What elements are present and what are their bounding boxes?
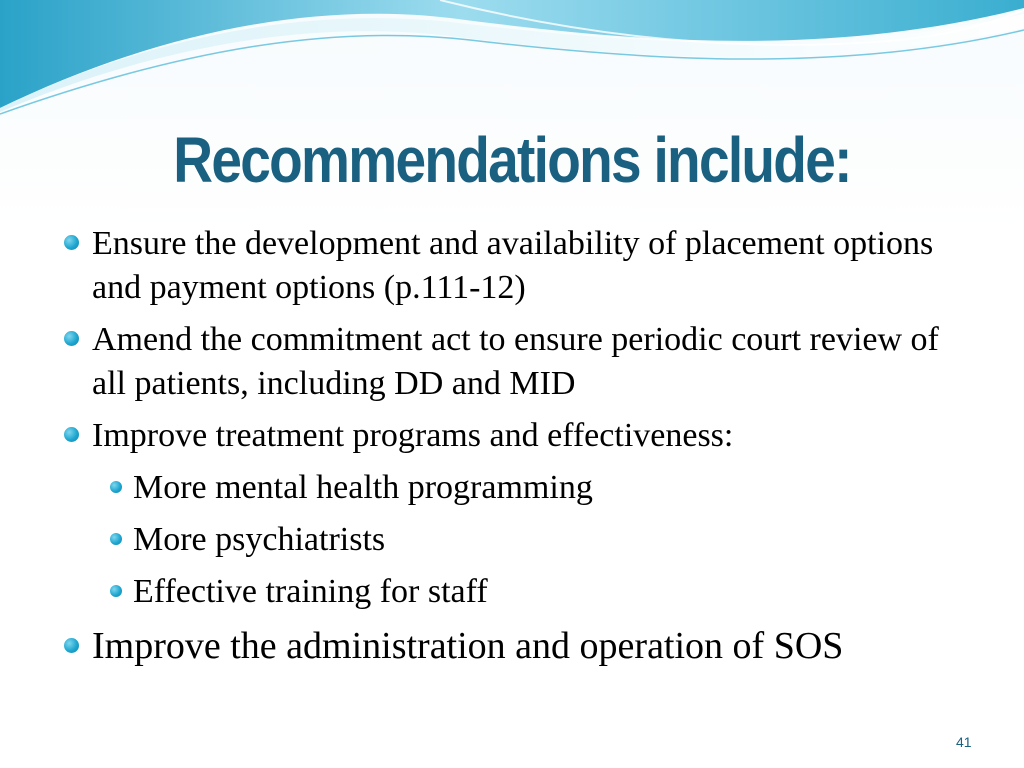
slide-number: 41 (956, 734, 972, 750)
bullet-item (60, 222, 980, 310)
sub-bullet-text: Effective training for staff (133, 573, 488, 610)
bullet-text: Improve the administration and operation of SOS (92, 625, 844, 667)
round-bullet-icon (64, 235, 79, 250)
bullet-text: Ensure the development and availability of placement options and payment options (p.111-12) (92, 225, 934, 306)
sub-bullet-list (108, 466, 980, 614)
round-bullet-icon (64, 331, 79, 346)
round-bullet-icon (64, 638, 79, 653)
slide-title: Recommendations include: (173, 124, 851, 196)
sub-bullet-text: More psychiatrists (133, 521, 386, 558)
bullet-item (60, 414, 980, 458)
round-bullet-icon (64, 427, 79, 442)
sub-bullet-item (108, 518, 980, 562)
bullet-item (60, 622, 980, 670)
sub-bullet-text: More mental health programming (133, 469, 593, 506)
round-bullet-icon (110, 481, 122, 493)
bullet-text: Amend the commitment act to ensure periodic court review of all patients, including DD and MID (92, 321, 939, 402)
header-swoosh-decoration (0, 0, 1024, 130)
sub-bullet-item (108, 466, 980, 510)
round-bullet-icon (110, 585, 122, 597)
sub-bullet-item (108, 570, 980, 614)
round-bullet-icon (110, 533, 122, 545)
bullet-list (60, 222, 980, 678)
bullet-text: Improve treatment programs and effectiveness: (92, 417, 734, 454)
bullet-item (60, 318, 980, 406)
